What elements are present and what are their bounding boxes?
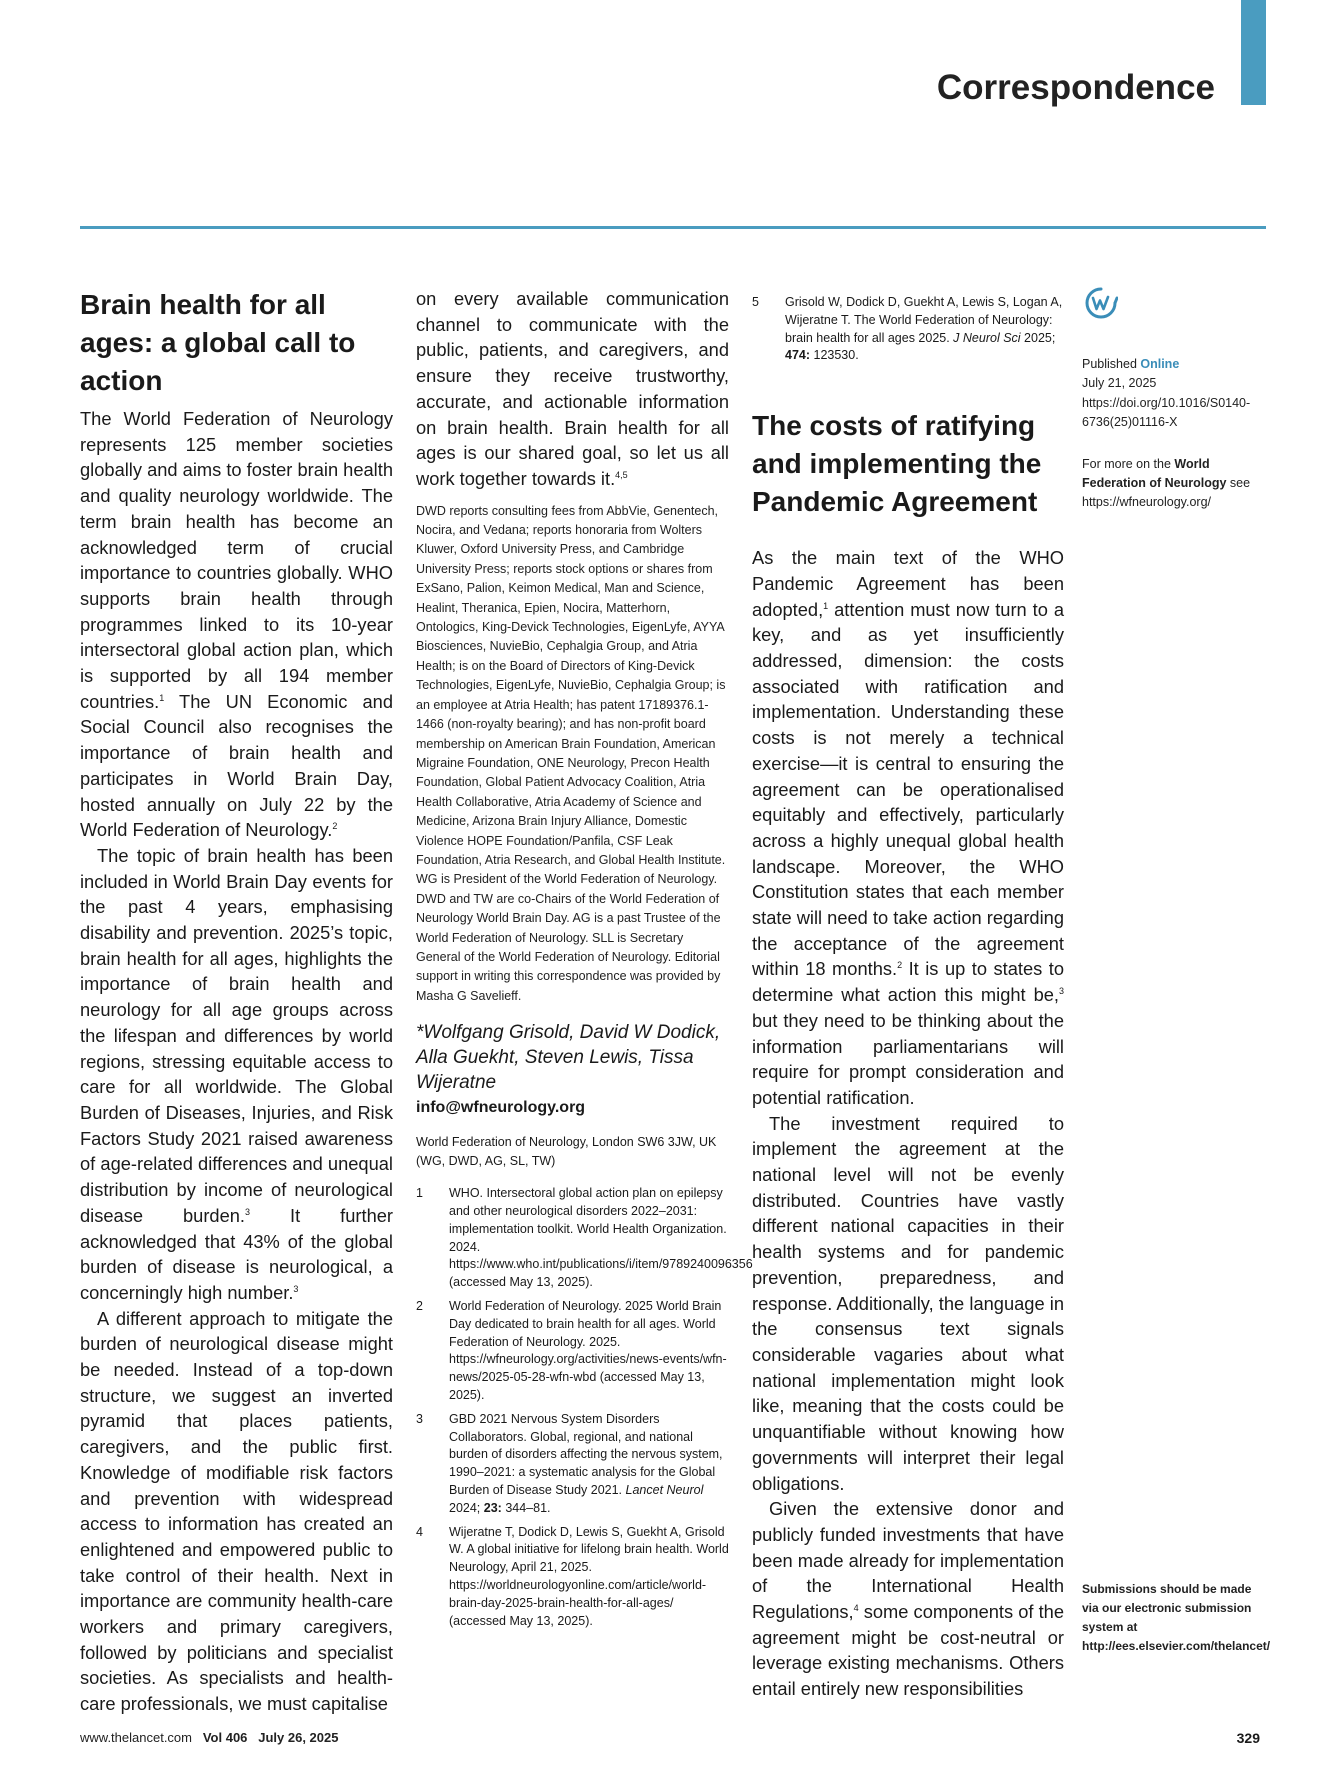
sidebar: [1082, 286, 1252, 513]
author-list: *Wolfgang Grisold, David W Dodick, Alla Guekht, Steven Lewis, Tissa Wijeratne: [416, 1022, 721, 1094]
reference-item: 2 World Federation of Neurology. 2025 World Brain Day dedicated to brain health for all ages. World Federation of Neurology. 2025. https://wfneurology.org/activities/news-events/wfn-news/2025-05-28-wfn-wbd (accessed May 13, 2025).: [416, 1298, 727, 1402]
lancet-w-logo-icon: [1084, 286, 1118, 320]
header-rule: [80, 226, 1266, 229]
wfn-website-link[interactable]: https://wfneurology.org/: [1082, 495, 1212, 510]
author-email-link[interactable]: info@wfneurology.org: [416, 1099, 586, 1117]
author-affiliation: World Federation of Neurology, London SW6 3JW, UK (WG, DWD, AG, SL, TW): [416, 1135, 717, 1169]
publication-info: Published Online July 21, 2025 https://doi.org/10.1016/S0140-6736(25)01116-X: [1082, 357, 1251, 430]
article2-paragraph-1: As the main text of the WHO Pandemic Agreement has been adopted,$^1$ attention must now turn to a key, and as yet insufficiently addressed, dimension: the costs associated with ratification and implementation. Understanding these costs is not merely a technical exercise—it is central to ensuring the agreement can be operationalised equitably and effectively, particularly across a highly unequal global health landscape. Moreover, the WHO Constitution states that each member state will need to take action regarding the acceptance of the agreement within 18 months.$^2$ It is up to states to determine what action this might be,$^3$ but they need to be thinking about the information parliamentarians will require for prompt consideration and potential ratification.: [752, 547, 1065, 1108]
page-footer: www.thelancet.com Vol 406 July 26, 2025: [80, 1730, 339, 1745]
competing-interests: DWD reports consulting fees from AbbVie, Genentech, Nocira, and Vedana; reports honoraria from Wolters Kluwer, Oxford University Press, and Cambridge University Press; reports stock options or shares from ExSano, Palion, Keimon Medical, Man and Science, Healint, Theranica, Epien, Nocira, Matterhorn, Ontologics, King-Devick Technologies, EigenLyfe, AYYA Biosciences, NuvieBio, Cephalgia Group, and Atria Health; is on the Board of Directors of King-Devick Technologies, EigenLyfe, NuvieBio, Cephalgia Group; is an employee at Atria Health; has patent 17189376.1-1466 (non-royalty bearing); and has non-profit board membership on American Brain Foundation, American Migraine Foundation, ONE Neurology, Precon Health Foundation, Global Patient Advocacy Coalition, Atria Health Collaborative, Atria Academy of Science and Medicine, Arizona Brain Injury Alliance, Domestic Violence HOPE Foundation/Panfila, CSF Leak Foundation, Atria Research, and Global Health Institute. WG is President of the World Federation of Neurology. DWD and TW are co-Chairs of the World Federation of Neurology World Brain Day. AG is a past Trustee of the World Federation of Neurology. SLL is Secretary General of the World Federation of Neurology. Editorial support in writing this correspondence was provided by Masha G Savelieff.: [416, 503, 726, 1003]
section-title: Correspondence: [936, 68, 1215, 107]
reference-item: 1 WHO. Intersectoral global action plan on epilepsy and other neurological disorders 2022–2031: implementation toolkit. World Health Organization. 2024. https://www.who.int/publications/i/item/9789240096356 (accessed May 13, 2025).: [416, 1186, 753, 1290]
reference-item: 5 Grisold W, Dodick D, Guekht A, Lewis S, Logan A, Wijeratne T. The World Federation of Neurology: brain health for all ages 2025. J Neurol Sci 2025; 474: 123530.: [752, 295, 1063, 363]
column-2: [416, 286, 753, 1636]
journal-site-link[interactable]: www.thelancet.com: [80, 1730, 192, 1745]
article1-paragraph-2: The topic of brain health has been included in World Brain Day events for the past 4 years, emphasising disability and prevention. 2025’s topic, brain health for all ages, highlights the importance of brain health and neurology for all age groups across the lifespan and differences by world regions, stressing equitable access to care for all worldwide. The Global Burden of Diseases, Injuries, and Risk Factors Study 2021 raised awareness of age-related differences and unequal distribution by income of neurological disease burden.$^3$ It further acknowledged that 43% of the global burden of disease is neurological, a concerningly high number.$^3$: [80, 844, 394, 1303]
column-1: [80, 286, 393, 1717]
more-info-note: For more on the World Federation of Neurology see https://wfneurology.org/: [1082, 456, 1251, 510]
reference-list-continued: [752, 294, 1064, 365]
article1-paragraph-1: The World Federation of Neurology represents 125 member societies globally and aims to foster brain health and quality neurology worldwide. The term brain health has become an acknowledged term of crucial importance to countries globally. WHO supports brain health through programmes linked to its 10-year intersectoral global action plan, which is supported by all 194 member countries.$^1$ The UN Economic and Social Council also recognises the importance of brain health and participates in World Brain Day, hosted annually on July 22 by the World Federation of Neurology.$^2$: [80, 408, 393, 841]
section-color-tab: [1241, 0, 1266, 105]
article2-title: The costs of ratifying and implementing the Pandemic Agreement: [752, 410, 1042, 518]
article1-paragraph-3: A different approach to mitigate the burden of neurological disease might be needed. Instead of a top-down structure, we suggest an inverted pyramid that places patients, caregivers, and the public first. Knowledge of modifiable risk factors and prevention with widespread access to information has created an enlightened and empowered public to take control of their health. Next in importance are community health-care workers and primary caregivers, followed by politicians and specialist societies. As specialists and health-care professionals, we must capitalise: [80, 1307, 393, 1715]
submissions-note: Submissions should be made via our electronic submission system at http://ees.elsevier.com/thelancet/: [1082, 1582, 1271, 1653]
reference-item: 3 GBD 2021 Nervous System Disorders Collaborators. Global, regional, and national burden of disorders affecting the nervous system, 1990–2021: a systematic analysis for the Global Burden of Disease Study 2021. Lancet Neurol 2024; 23: 344–81.: [416, 1411, 723, 1515]
article1-paragraph-4: on every available communication channel to communicate with the public, patients, and caregivers, and ensure they receive trustworthy, accurate, and actionable information on brain health. Brain health for all ages is our shared goal, so let us all work together towards it.$^{4,5}$: [416, 288, 729, 489]
article2-paragraph-3: Given the extensive donor and publicly funded investments that have been made already for implementation of the International Health Regulations,$^4$ some components of the agreement might be cost-neutral or leverage existing mechanisms. Others entail entirely new responsibilities: [752, 1498, 1064, 1700]
column-3: [752, 294, 1064, 1702]
article1-title: Brain health for all ages: a global call to action: [80, 289, 356, 396]
reference-list: [416, 1185, 753, 1630]
doi-link[interactable]: https://doi.org/10.1016/S0140-6736(25)01116-X: [1082, 395, 1251, 430]
page-number: 329: [1236, 1730, 1260, 1746]
reference-item: 4 Wijeratne T, Dodick D, Lewis S, Guekht A, Grisold W. A global initiative for lifelong brain health. World Neurology, April 21, 2025. https://worldneurologyonline.com/article/world-brain-day-2025-brain-health-for-all-ages/ (accessed May 13, 2025).: [416, 1524, 729, 1628]
article2-paragraph-2: The investment required to implement the agreement at the national level will not be evenly distributed. Countries have vastly different national capacities in their health systems and for pandemic prevention, preparedness, and response. Additionally, the language in the consensus text signals considerable vagaries about what national implementation might look like, meaning that the costs could be unquantifiable without knowing how governments will interpret their legal obligations.: [752, 1112, 1064, 1494]
